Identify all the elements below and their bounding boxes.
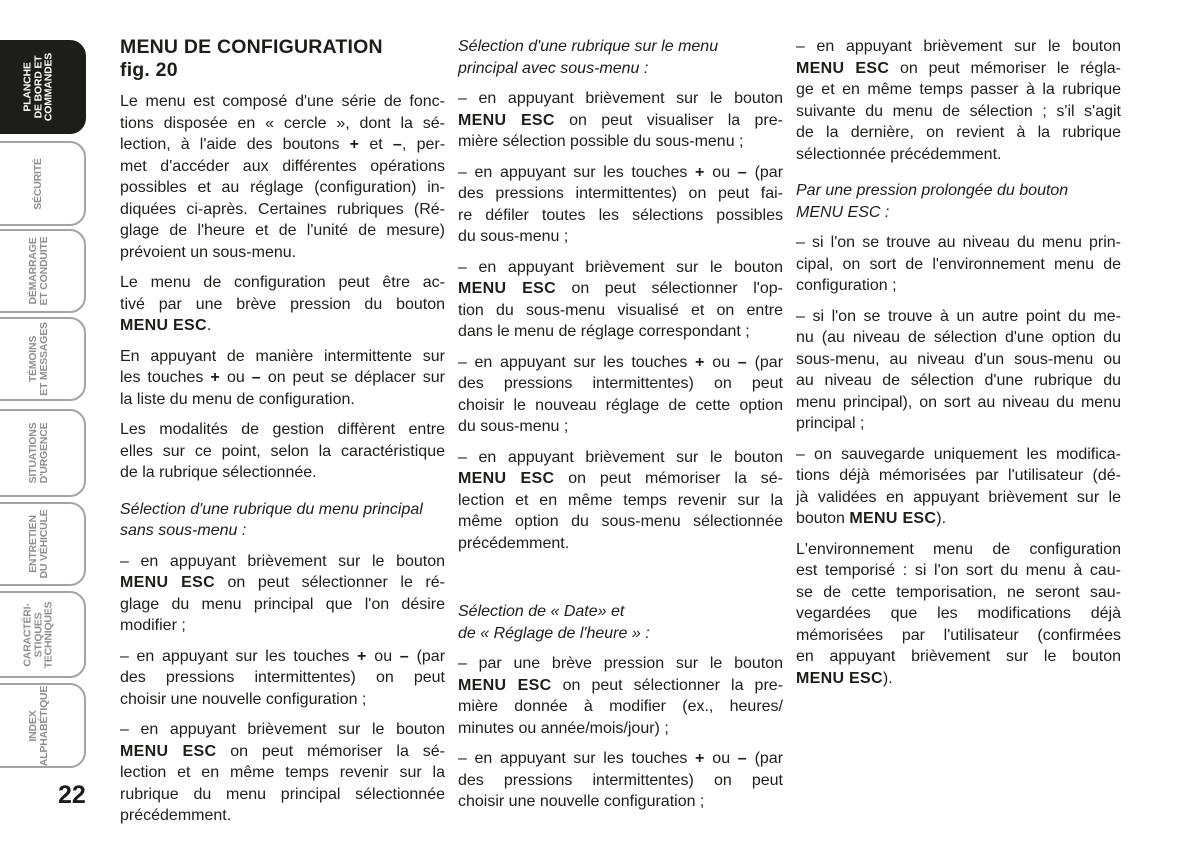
sidebar-tab-label: SÉCURITÉ xyxy=(32,157,44,210)
text-line: MENU ESC on peut mémoriser le régla- xyxy=(796,59,1121,77)
text-line: menu principal), on sort au niveau du menu xyxy=(796,393,1121,411)
text-line: – en appuyant sur les touches + ou – (par xyxy=(458,353,784,371)
text-line: est temporisé : si l'on sort du menu à cau- xyxy=(796,562,1121,579)
paragraph xyxy=(458,162,783,248)
text-line: tions déjà mémorisées par l'utilisateur (dé- xyxy=(796,467,1121,484)
text-line: Par une pression prolongée du bouton xyxy=(796,182,1069,199)
text-line: MENU ESC). xyxy=(796,669,893,687)
text-line: même option du sous-menu sélectionnée xyxy=(458,513,783,530)
text-line: vegardées que les modifications déjà xyxy=(796,605,1121,622)
sidebar-tab-entretien-du-vehicule[interactable] xyxy=(0,502,86,586)
sidebar-tab-label: INDEX ALPHABÉTIQUE xyxy=(27,685,50,766)
sidebar-tab-demarrage-et-conduite[interactable] xyxy=(0,229,86,313)
paragraph xyxy=(120,551,445,637)
text-line: choisir une nouvelle configuration ; xyxy=(458,793,705,810)
page-content xyxy=(120,36,1130,827)
text-line: choisir une nouvelle configuration ; xyxy=(120,690,367,708)
text-line: En appuyant de manière intermittente sur xyxy=(120,347,445,365)
sidebar-tab-label: ENTRETIEN DU VÉHICULE xyxy=(27,509,50,579)
text-line: jà validées en appuyant brièvement sur le xyxy=(796,488,1121,506)
text-line: mière donnée à modifier (ex., heures/ xyxy=(458,698,783,715)
sidebar-tab-label: SITUATIONS D'URGENCE xyxy=(27,422,50,484)
paragraph xyxy=(796,444,1121,530)
text-line: re défiler toutes les sélections possibles xyxy=(458,206,783,224)
text-line: lection et en même temps revenir sur la xyxy=(120,764,445,781)
text-line: modifier ; xyxy=(120,617,186,634)
text-line: – en appuyant brièvement sur le bouton xyxy=(458,90,783,107)
text-line: rubrique du menu principal sélectionnée xyxy=(120,785,445,803)
text-line: L'environnement menu de configuration xyxy=(796,540,1121,558)
text-line: met d'accéder aux différentes opérations xyxy=(120,157,445,175)
text-line: du sous-menu ; xyxy=(458,228,569,245)
text-line: bouton MENU ESC). xyxy=(796,510,947,527)
sidebar-tab-label: CARACTÉRI- STIQUES TECHNIQUES xyxy=(22,601,55,668)
text-line: – en appuyant sur les touches + ou – (par xyxy=(458,163,784,181)
paragraph xyxy=(120,719,445,827)
paragraph xyxy=(796,306,1121,435)
subsection-heading xyxy=(458,601,783,644)
text-line: prévoient un sous-menu. xyxy=(120,243,297,261)
sidebar-tabs xyxy=(0,0,110,845)
text-line: précédemment. xyxy=(120,807,232,824)
text-line: dans le menu de réglage correspondant ; xyxy=(458,323,750,340)
text-line: tivé par une brève pression du bouton xyxy=(120,295,445,313)
text-line: se de cette temporisation, ne seront sau- xyxy=(796,583,1121,601)
subsection-heading xyxy=(120,499,445,542)
text-line: MENU ESC. xyxy=(120,317,212,334)
text-line: tion du sous-menu visualisé et on entre xyxy=(458,301,783,319)
paragraph xyxy=(120,419,445,484)
text-line: suivante du menu de sélection ; s'il s'agit xyxy=(796,102,1121,120)
text-line: cipal, on sort de l'environnement menu de xyxy=(796,255,1121,273)
text-line: MENU ESC on peut sélectionner l'op- xyxy=(458,280,783,297)
paragraph xyxy=(458,748,783,813)
text-line: fig. 20 xyxy=(120,59,178,81)
text-line: Sélection de « Date» et xyxy=(458,603,625,620)
text-line: en appuyant brièvement sur le bouton xyxy=(796,648,1121,665)
text-line: nu (au niveau de sélection d'une option du xyxy=(796,329,1121,346)
text-column-1 xyxy=(120,36,445,827)
text-line: de la dernière, on revient à la rubrique xyxy=(796,124,1121,141)
text-line: ge et en même temps passer à la rubrique xyxy=(796,81,1121,98)
subsection-heading xyxy=(458,36,783,79)
page-number: 22 xyxy=(58,781,86,809)
text-line: – en appuyant brièvement sur le bouton xyxy=(796,38,1121,55)
text-line: Sélection d'une rubrique du menu principal xyxy=(120,500,423,518)
text-line: choisir le nouveau réglage de cette option xyxy=(458,396,783,414)
text-line: du sous-menu ; xyxy=(458,418,569,435)
text-line: possibles et au réglage (configuration) in- xyxy=(120,179,445,196)
text-line: des pressions intermittentes) on peut xyxy=(458,375,783,392)
sidebar-tab-label: TÉMOINS ET MESSAGES xyxy=(27,322,50,396)
text-line: principal ; xyxy=(796,415,865,432)
text-line: – en appuyant brièvement sur le bouton xyxy=(120,552,445,570)
section-heading xyxy=(120,36,445,82)
paragraph xyxy=(120,91,445,263)
paragraph xyxy=(120,272,445,337)
sidebar-tab-situations-d-urgence[interactable] xyxy=(0,409,86,497)
text-line: sans sous-menu : xyxy=(120,522,247,539)
text-line: MENU DE CONFIGURATION xyxy=(120,36,383,58)
text-line: diquées ci-après. Certaines rubriques (Ré- xyxy=(120,200,445,218)
text-line: tions disposée en « cercle », dont la sé- xyxy=(120,114,445,132)
paragraph xyxy=(120,346,445,411)
paragraph xyxy=(458,447,783,555)
paragraph xyxy=(458,88,783,153)
text-line: sous-menu, au niveau d'un sous-menu ou xyxy=(796,350,1121,368)
paragraph xyxy=(796,36,1121,165)
text-line: configuration ; xyxy=(796,277,897,294)
text-line: des pressions intermittentes) on peut xyxy=(120,669,445,686)
text-line: glage du menu principal que l'on désire xyxy=(120,595,445,613)
sidebar-tab-planche-de-bord-et-commandes[interactable] xyxy=(0,40,86,134)
text-line: mémorisées par l'utilisateur (confirmées xyxy=(796,626,1121,644)
text-line: – en appuyant sur les touches + ou – (par xyxy=(120,647,446,665)
text-line: Le menu est composé d'une série de fonc- xyxy=(120,93,445,110)
text-line: – par une brève pression sur le bouton xyxy=(458,655,783,672)
sidebar-tab-label: DÉMARRAGE ET CONDUITE xyxy=(27,236,50,306)
text-line: – en appuyant sur les touches + ou – (par xyxy=(458,750,784,767)
sidebar-tab-securite[interactable] xyxy=(0,141,86,226)
text-line: elles sur ce point, selon la caractéristique xyxy=(120,442,445,460)
sidebar-tab-caracteristiques-techniques[interactable] xyxy=(0,591,86,678)
text-line: glage de l'heure et de l'unité de mesure) xyxy=(120,222,445,239)
sidebar-tab-temoins-et-messages[interactable] xyxy=(0,317,86,401)
text-line: les touches + ou – on peut se déplacer sur xyxy=(120,369,445,386)
text-line: des pressions intermittentes) on peut xyxy=(458,771,783,789)
text-line: – on sauvegarde uniquement les modifica- xyxy=(796,445,1121,463)
text-line: Sélection d'une rubrique sur le menu xyxy=(458,38,719,55)
text-line: – en appuyant brièvement sur le bouton xyxy=(458,448,783,466)
text-line: MENU ESC on peut sélectionner la pre- xyxy=(458,676,784,694)
text-line: Le menu de configuration peut être ac- xyxy=(120,274,445,291)
text-line: précédemment. xyxy=(458,534,570,552)
text-line: – en appuyant brièvement sur le bouton xyxy=(120,721,445,738)
paragraph xyxy=(796,232,1121,297)
text-line: MENU ESC on peut mémoriser la sé- xyxy=(120,742,445,760)
paragraph xyxy=(120,646,445,711)
text-line: MENU ESC : xyxy=(796,203,890,221)
text-line: – en appuyant brièvement sur le bouton xyxy=(458,258,783,276)
text-line: la liste du menu de configuration. xyxy=(120,390,355,408)
text-line: lection, à l'aide des boutons + et –, per- xyxy=(120,136,446,153)
text-line: MENU ESC on peut sélectionner le ré- xyxy=(120,574,445,591)
text-line: des pressions intermittentes) on peut fai- xyxy=(458,185,783,202)
text-line: Les modalités de gestion diffèrent entre xyxy=(120,421,445,438)
text-line: de la rubrique sélectionnée. xyxy=(120,464,317,481)
sidebar-tab-label: PLANCHE DE BORD ET COMMANDES xyxy=(22,52,55,122)
text-line: mière sélection possible du sous-menu ; xyxy=(458,133,744,150)
text-line: sélectionnée précédemment. xyxy=(796,145,1002,163)
paragraph xyxy=(458,352,783,438)
text-line: – si l'on se trouve au niveau du menu prin- xyxy=(796,234,1121,251)
paragraph xyxy=(458,257,783,343)
text-line: principal avec sous-menu : xyxy=(458,59,649,77)
text-line: – si l'on se trouve à un autre point du me- xyxy=(796,307,1121,325)
text-line: lection et en même temps revenir sur la xyxy=(458,491,783,509)
subsection-heading xyxy=(796,180,1121,223)
text-line: MENU ESC on peut visualiser la pre- xyxy=(458,111,783,129)
text-line: de « Réglage de l'heure » : xyxy=(458,624,650,642)
paragraph xyxy=(796,539,1121,690)
paragraph xyxy=(458,653,783,739)
text-column-2 xyxy=(458,36,783,827)
text-column-3 xyxy=(796,36,1121,827)
text-line: au niveau de sélection d'une rubrique du xyxy=(796,372,1121,389)
text-line: minutes ou année/mois/jour) ; xyxy=(458,719,669,737)
sidebar-tab-index-alphabetique[interactable] xyxy=(0,683,86,768)
text-line: MENU ESC on peut mémoriser la sé- xyxy=(458,470,783,487)
